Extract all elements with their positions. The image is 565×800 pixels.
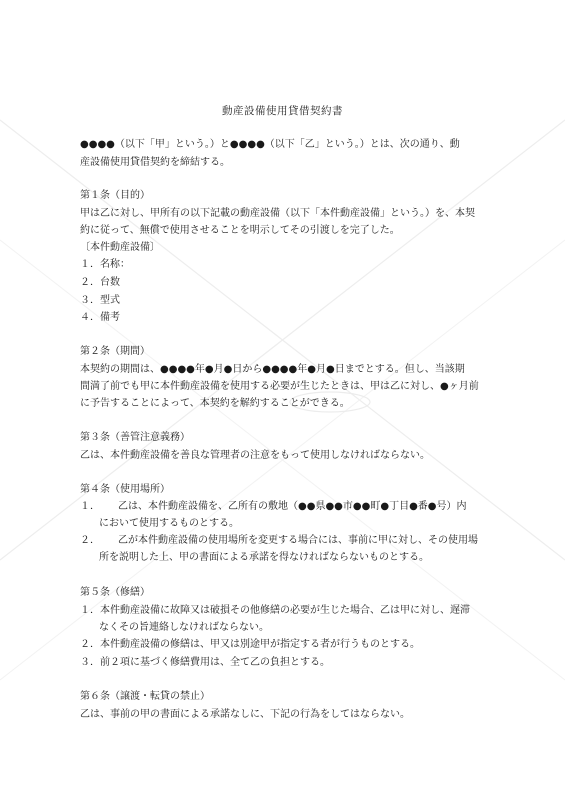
article-2-text: 本契約の期間は、●●●●年●月●日から●●●●年●月●日までとする。但し、当該期 [80,364,465,375]
equipment-list-item: ４．備考 [80,312,120,323]
intro-line: ●●●●（以下「甲」という。）と●●●●（以下「乙」という。）とは、次の通り、動 [80,139,460,150]
equipment-list-item: １．名称： [80,259,130,270]
article-2-heading: 第２条（期間） [80,346,150,357]
article-4-item-number: ２． [80,535,100,546]
article-2-text: 間満了前でも甲に本件動産設備を使用する必要が生じたときは、甲は乙に対し、●ヶ月前 [80,381,479,392]
article-4-item-number: １． [80,501,100,512]
article-1-text: 約に従って、無償で使用させることを明示してその引渡しを完了した。 [80,225,400,236]
equipment-list-item: ２．台数 [80,277,120,288]
equipment-list-title: 〔本件動産設備〕 [80,242,160,253]
article-4-heading: 第４条（使用場所） [80,484,170,495]
article-4-item-text: 乙は、本件動産設備を、乙所有の敷地（●●県●●市●●町●丁目●番●号）内 [118,501,467,512]
article-5-item-text: ３．前２項に基づく修繕費用は、全て乙の負担とする。 [80,657,330,668]
article-4-item-text: 所を説明した上、甲の書面による承諾を得なければならないものとする。 [99,552,429,563]
article-6-text: 乙は、事前の甲の書面による承諾なしに、下記の行為をしてはならない。 [80,709,410,720]
article-1-text: 甲は乙に対し、甲所有の以下記載の動産設備（以下「本件動産設備」という。）を、本契 [80,208,475,219]
article-1-heading: 第１条（目的） [80,190,150,201]
article-2-text: に予告することによって、本契約を解約することができる。 [80,398,350,409]
article-5-heading: 第５条（修繕） [80,587,150,598]
article-5-item-text: ２．本件動産設備の修繕は、甲又は別途甲が指定する者が行うものとする。 [80,639,420,650]
article-3-text: 乙は、本件動産設備を善良な管理者の注意をもって使用しなければならない。 [80,450,430,461]
article-4-item-text: において使用するものとする。 [99,518,239,529]
intro-line: 産設備使用貸借契約を締結する。 [80,157,230,168]
article-5-item-text: なくその旨連絡しなければならない。 [99,622,269,633]
article-3-heading: 第３条（善管注意義務） [80,432,190,443]
article-4-item-text: 乙が本件動産設備の使用場所を変更する場合には、事前に甲に対し、その使用場 [118,535,478,546]
article-5-item-text: １．本件動産設備に故障又は破損その他修繕の必要が生じた場合、乙は甲に対し、遅滞 [80,605,470,616]
equipment-list-item: ３．型式 [80,295,120,306]
document-title: 動産設備使用貸借契約書 [222,105,343,117]
article-6-heading: 第６条（譲渡・転貸の禁止） [80,691,210,702]
